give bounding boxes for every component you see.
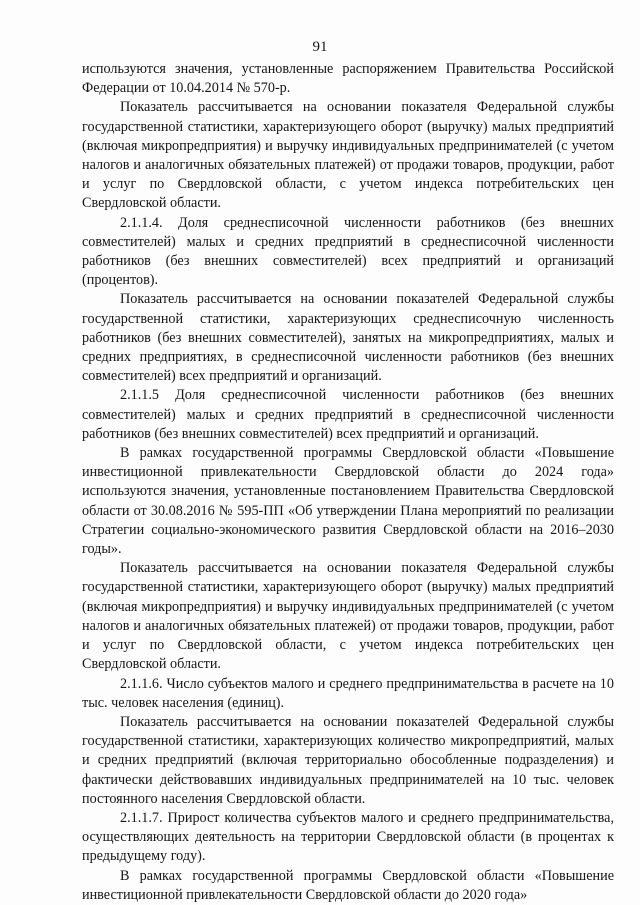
paragraph-indicator-method-employees: Показатель рассчитывается на основании показателей Федеральной службы государственной статистики, характеризующих среднесписочную численность работников (без внешних совместителей), занятых на микропредприятиях, малых и средних предприятиях, в среднесписочной численности работников (без внешних совместителей) всех предприятий и организаций. xyxy=(82,291,614,385)
paragraph-indicator-method-turnover-2: Показатель рассчитывается на основании показателя Федеральной службы государственной статистики, характеризующего оборот (выручку) малых предприятий (включая микропредприятия) и выручку индивидуальных предпринимателей (с учетом налогов и аналогичных обязательных платежей) от продажи товаров, продукции, работ и услуг по Свердловской области, с учетом индекса потребительских цен Свердловской области. xyxy=(82,560,614,673)
paragraph-program-2024: В рамках государственной программы Свердловской области «Повышение инвестиционной привлекательности Свердловской области до 2024 года» используются значения, установленные постановлением Правительства Свердловской области от 30.08.2016 № 595-ПП «Об утверждении Плана мероприятий по реализации Стратегии социально-экономического развития Свердловской области на 2016–2030 годы». xyxy=(82,445,614,558)
page-number: 91 xyxy=(312,39,328,55)
paragraph-item-2-1-1-4: 2.1.1.4. Доля среднесписочной численности работников (без внешних совместителей) малых и средних предприятий в среднесписочной численности работников (без внешних совместителей) всех предприятий и организаций (процентов). xyxy=(82,214,614,289)
paragraph-item-2-1-1-7: 2.1.1.7. Прирост количества субъектов малого и среднего предпринимательства, осуществляющих деятельность на территории Свердловской области (в процентах к предыдущему году). xyxy=(82,809,614,865)
paragraph-program-2020: В рамках государственной программы Свердловской области «Повышение инвестиционной привлекательности Свердловской области до 2020 года» xyxy=(82,867,614,903)
paragraph-item-2-1-1-6: 2.1.1.6. Число субъектов малого и среднего предпринимательства в расчете на 10 тыс. человек населения (единиц). xyxy=(82,675,614,711)
paragraph-indicator-method-entities: Показатель рассчитывается на основании показателей Федеральной службы государственной статистики, характеризующих количество микропредприятий, малых и средних предприятий (включая территориально обособленные подразделения) и фактически действовавших индивидуальных предпринимателей на 10 тыс. человек постоянного населения Свердловской области. xyxy=(82,713,614,807)
document-body xyxy=(82,60,614,905)
paragraph-continuation: используются значения, установленные распоряжением Правительства Российской Федерации от 10.04.2014 № 570-р. xyxy=(82,61,614,97)
paragraph-item-2-1-1-5: 2.1.1.5 Доля среднесписочной численности работников (без внешних совместителей) малых и средних предприятий в среднесписочной численности работников (без внешних совместителей) всех предприятий и организаций. xyxy=(82,387,614,442)
paragraph-indicator-method-turnover: Показатель рассчитывается на основании показателя Федеральной службы государственной статистики, характеризующего оборот (выручку) малых предприятий (включая микропредприятия) и выручку индивидуальных предпринимателей (с учетом налогов и аналогичных обязательных платежей) от продажи товаров, продукции, работ и услуг по Свердловской области, с учетом индекса потребительских цен Свердловской области. xyxy=(82,99,614,212)
